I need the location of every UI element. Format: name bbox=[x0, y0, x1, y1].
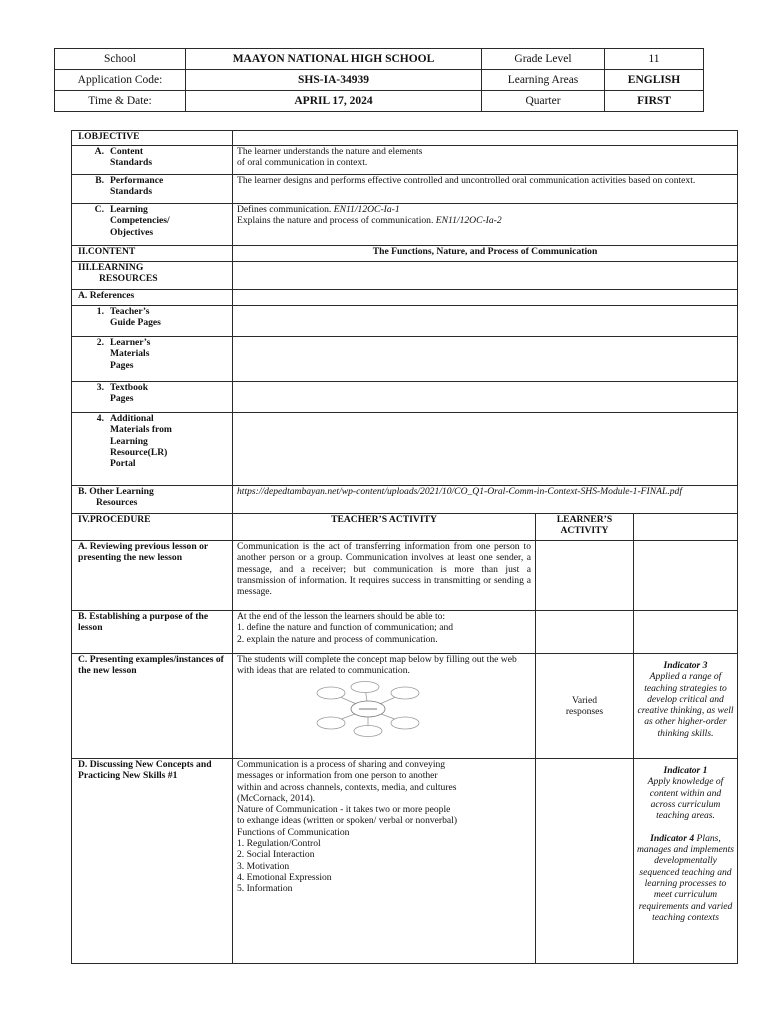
quarter-label: Quarter bbox=[482, 91, 605, 112]
reviewing-lesson-indicator bbox=[634, 541, 738, 611]
grade-level-value: 11 bbox=[605, 49, 704, 70]
performance-standards-text: The learner designs and performs effective controlled and uncontrolled oral communication activities based on context. bbox=[233, 175, 738, 204]
teachers-guide-label: 1. Teacher’s Guide Pages bbox=[72, 306, 233, 337]
application-code-value: SHS-IA-34939 bbox=[186, 70, 482, 91]
time-date-label: Time & Date: bbox=[55, 91, 186, 112]
discussing-concepts-text: Communication is a process of sharing and conveying messages or information from one person to another within and across channels, contexts, media, and cultures (McCornack, 2014). Nature of Communication - it takes two or more people to exhange ideas (written or spoken/ verbal or nonverbal) Functions of Communication 1. Regulation/Control 2. Social Interaction 3. Motivation 4. Emotional Expression 5. Information bbox=[233, 759, 536, 964]
indicator-header-empty bbox=[634, 514, 738, 541]
application-code-label: Application Code: bbox=[55, 70, 186, 91]
content-heading: II.CONTENT bbox=[72, 246, 233, 262]
quarter-value: FIRST bbox=[605, 91, 704, 112]
learning-areas-value: ENGLISH bbox=[605, 70, 704, 91]
presenting-examples-learner: Varied responses bbox=[536, 654, 634, 759]
discussing-concepts-label: D. Discussing New Concepts and Practicing New Skills #1 bbox=[72, 759, 233, 964]
objective-heading: I.OBJECTIVE bbox=[72, 131, 233, 146]
learners-materials-value bbox=[233, 337, 738, 382]
additional-materials-value bbox=[233, 413, 738, 486]
learning-resources-heading: III.LEARNING RESOURCES bbox=[72, 262, 233, 290]
learning-competencies-text: Defines communication. EN11/12OC-Ia-1 Explains the nature and process of communication. EN11/12OC-Ia-2 bbox=[233, 204, 738, 246]
objective-heading-empty bbox=[233, 131, 738, 146]
lesson-plan-table bbox=[71, 130, 738, 964]
reviewing-lesson-text: Communication is the act of transferring information from one person to another person or a group. Communication involves at least one sender, a message, and a receiver; but communication is more than just a transmission of information. It requires success in transmitting or sending a message. bbox=[233, 541, 536, 611]
learners-materials-label: 2. Learner’s Materials Pages bbox=[72, 337, 233, 382]
textbook-value bbox=[233, 382, 738, 413]
learners-activity-header: LEARNER’S ACTIVITY bbox=[536, 514, 634, 541]
grade-level-label: Grade Level bbox=[482, 49, 605, 70]
content-text: The Functions, Nature, and Process of Communication bbox=[233, 246, 738, 262]
indicator-3-note: Indicator 3 Applied a range of teaching strategies to develop critical and creative thinking, as well as other higher-order thinking skills. bbox=[634, 654, 738, 759]
learning-resources-empty bbox=[233, 262, 738, 290]
content-standards-text: The learner understands the nature and elements of oral communication in context. bbox=[233, 146, 738, 175]
time-date-value: APRIL 17, 2024 bbox=[186, 91, 482, 112]
purpose-lesson-label: B. Establishing a purpose of the lesson bbox=[72, 611, 233, 654]
purpose-lesson-learner bbox=[536, 611, 634, 654]
procedure-heading: IV.PROCEDURE bbox=[72, 514, 233, 541]
references-empty bbox=[233, 290, 738, 306]
other-resources-link[interactable]: https://depedtambayan.net/wp-content/uploads/2021/10/CO_Q1-Oral-Comm-in-Context-SHS-Module-1-FINAL.pdf bbox=[233, 486, 738, 514]
performance-standards-label: B. Performance Standards bbox=[72, 175, 233, 204]
teachers-guide-value bbox=[233, 306, 738, 337]
learning-competencies-label: C. Learning Competencies/ Objectives bbox=[72, 204, 233, 246]
teachers-activity-header: TEACHER’S ACTIVITY bbox=[233, 514, 536, 541]
purpose-lesson-indicator bbox=[634, 611, 738, 654]
other-resources-label: B. Other Learning Resources bbox=[72, 486, 233, 514]
textbook-label: 3. Textbook Pages bbox=[72, 382, 233, 413]
discussing-concepts-learner bbox=[536, 759, 634, 964]
indicator-1-4-note: Indicator 1 Apply knowledge of content within and across curriculum teaching areas. Indicator 4 Plans, manages and implements developmentally sequenced teaching and learning processes to meet curriculum requirements and varied teaching contexts bbox=[634, 759, 738, 964]
presenting-examples-text: The students will complete the concept map below by filling out the web with ideas that are related to communication. bbox=[233, 654, 536, 759]
header-table bbox=[54, 48, 704, 112]
presenting-examples-label: C. Presenting examples/instances of the new lesson bbox=[72, 654, 233, 759]
concept-map-diagram bbox=[313, 681, 423, 737]
reviewing-lesson-learner bbox=[536, 541, 634, 611]
school-value: MAAYON NATIONAL HIGH SCHOOL bbox=[186, 49, 482, 70]
learning-areas-label: Learning Areas bbox=[482, 70, 605, 91]
additional-materials-label: 4. Additional Materials from Learning Resource(LR) Portal bbox=[72, 413, 233, 486]
school-label: School bbox=[55, 49, 186, 70]
reviewing-lesson-label: A. Reviewing previous lesson or presenting the new lesson bbox=[72, 541, 233, 611]
purpose-lesson-text: At the end of the lesson the learners should be able to: 1. define the nature and function of communication; and 2. explain the nature and process of communication. bbox=[233, 611, 536, 654]
content-standards-label: A. Content Standards bbox=[72, 146, 233, 175]
references-label: A. References bbox=[72, 290, 233, 306]
